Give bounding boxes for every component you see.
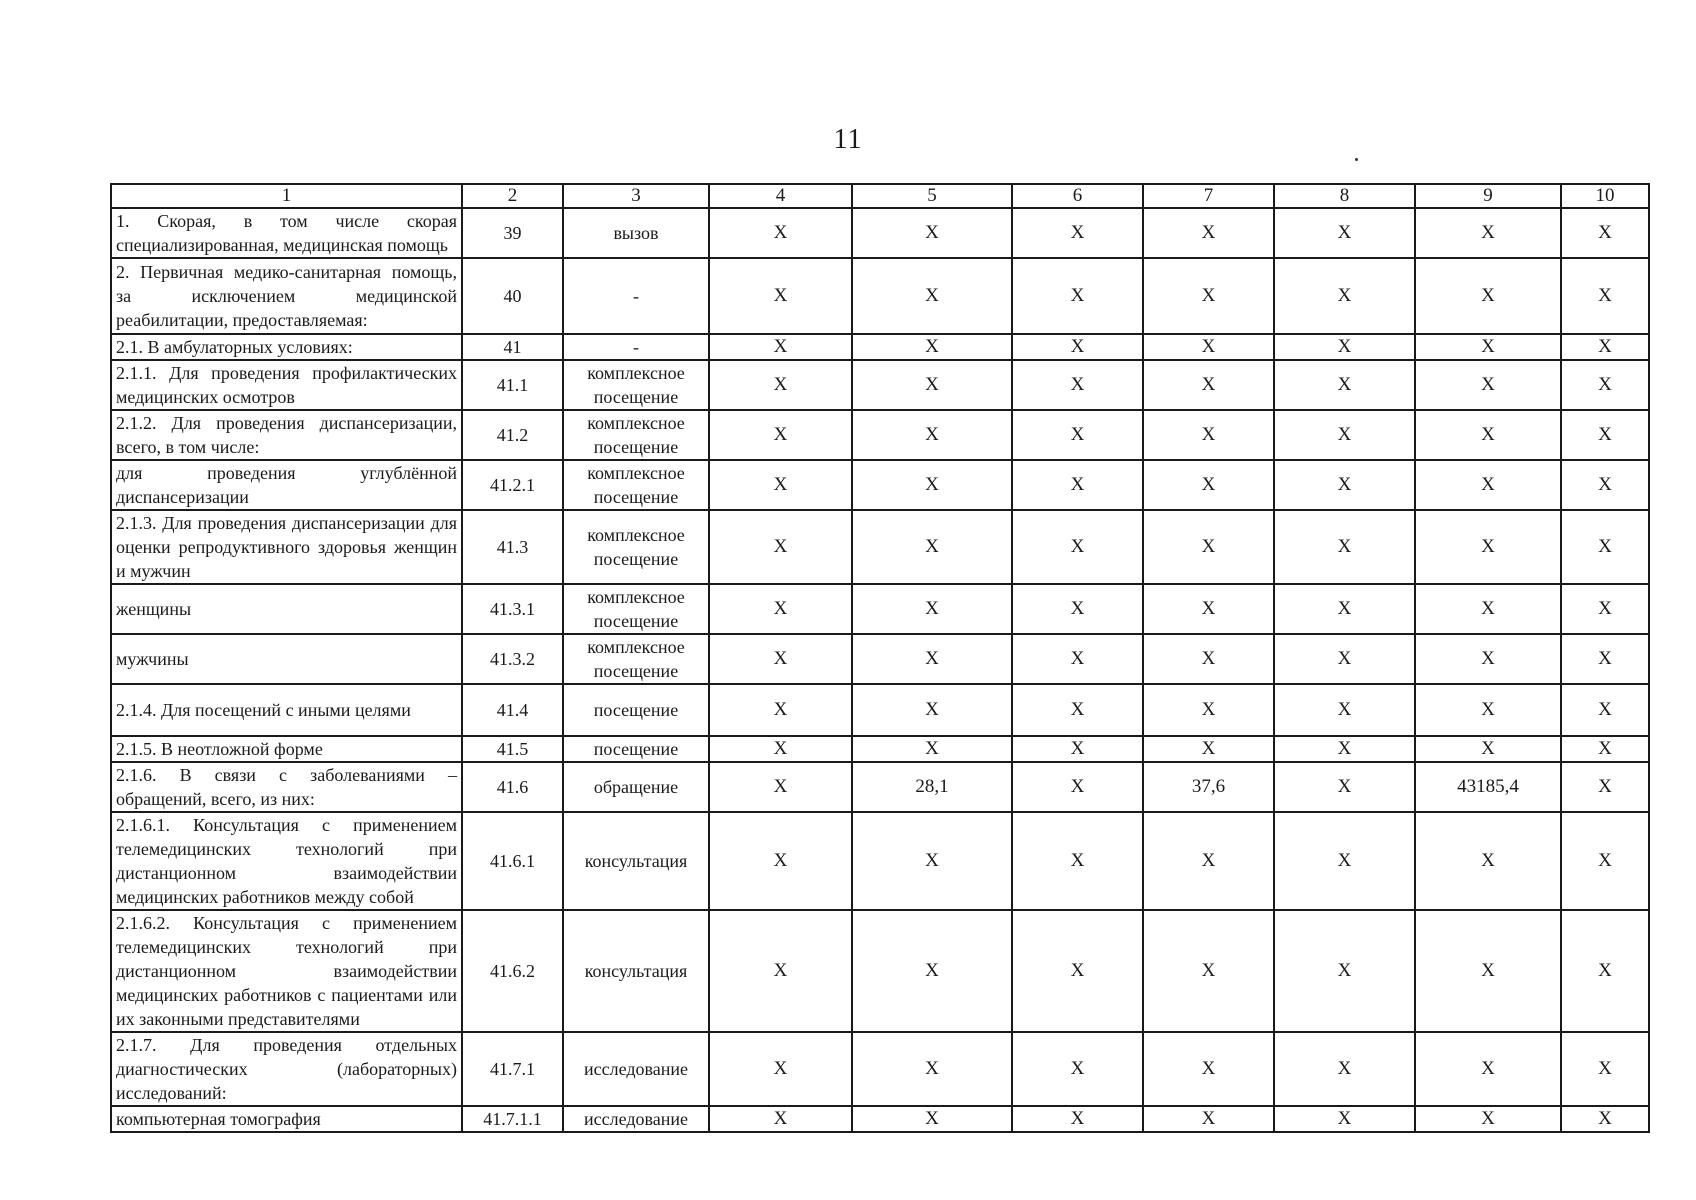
- table-row: [111, 360, 1649, 410]
- row-unit-cell: комплексное посещение: [563, 360, 709, 410]
- row-unit-cell: -: [563, 334, 709, 360]
- row-code-cell: 39: [462, 208, 563, 258]
- row-value-cell: X: [709, 410, 852, 460]
- col-header: 1: [111, 184, 462, 208]
- table-row: [111, 736, 1649, 762]
- table-row: [111, 910, 1649, 1032]
- row-value-cell: X: [1561, 634, 1649, 684]
- row-value-cell: X: [1143, 736, 1274, 762]
- row-value-cell: X: [1274, 584, 1415, 634]
- row-value-cell: X: [852, 460, 1012, 510]
- row-value-cell: X: [1415, 736, 1561, 762]
- row-code-cell: 41.3: [462, 510, 563, 584]
- row-value-cell: X: [1143, 1032, 1274, 1106]
- row-value-cell: X: [709, 736, 852, 762]
- row-unit-cell: посещение: [563, 736, 709, 762]
- row-value-cell: X: [1274, 460, 1415, 510]
- row-value-cell: X: [1274, 258, 1415, 334]
- row-value-cell: X: [1012, 812, 1143, 910]
- row-code-cell: 41.6.2: [462, 910, 563, 1032]
- row-code-cell: 41.4: [462, 684, 563, 736]
- row-value-cell: X: [852, 258, 1012, 334]
- row-value-cell: X: [1415, 634, 1561, 684]
- row-code-cell: 41.5: [462, 736, 563, 762]
- row-value-cell: X: [1012, 334, 1143, 360]
- row-value-cell: X: [1561, 460, 1649, 510]
- row-unit-cell: исследование: [563, 1032, 709, 1106]
- row-value-cell: X: [1274, 762, 1415, 812]
- col-header: 3: [563, 184, 709, 208]
- row-value-cell: X: [1561, 410, 1649, 460]
- row-value-cell: X: [1143, 910, 1274, 1032]
- row-value-cell: X: [1561, 208, 1649, 258]
- row-value-cell: X: [852, 634, 1012, 684]
- row-value-cell: X: [1012, 736, 1143, 762]
- row-value-cell: X: [1012, 634, 1143, 684]
- row-value-cell: X: [1143, 584, 1274, 634]
- row-unit-cell: комплексное посещение: [563, 510, 709, 584]
- row-value-cell: X: [1415, 510, 1561, 584]
- table-row: [111, 460, 1649, 510]
- row-value-cell: X: [1012, 208, 1143, 258]
- row-value-cell: X: [1561, 510, 1649, 584]
- row-name-cell: компьютерная томография: [111, 1106, 462, 1132]
- row-value-cell: X: [852, 584, 1012, 634]
- row-value-cell: X: [1561, 684, 1649, 736]
- row-value-cell: X: [1012, 460, 1143, 510]
- row-unit-cell: консультация: [563, 812, 709, 910]
- row-name-cell: мужчины: [111, 634, 462, 684]
- row-value-cell: X: [852, 360, 1012, 410]
- row-value-cell: X: [1143, 334, 1274, 360]
- row-value-cell: X: [1012, 910, 1143, 1032]
- row-value-cell: X: [852, 208, 1012, 258]
- row-value-cell: X: [1143, 1106, 1274, 1132]
- col-header: 7: [1143, 184, 1274, 208]
- row-value-cell: X: [1561, 910, 1649, 1032]
- row-code-cell: 40: [462, 258, 563, 334]
- row-value-cell: X: [709, 1106, 852, 1132]
- scan-speck: [1355, 158, 1358, 161]
- table-row: [111, 634, 1649, 684]
- row-value-cell: X: [709, 584, 852, 634]
- row-unit-cell: комплексное посещение: [563, 460, 709, 510]
- row-value-cell: X: [1415, 584, 1561, 634]
- row-code-cell: 41.2: [462, 410, 563, 460]
- row-name-cell: 2.1.5. В неотложной форме: [111, 736, 462, 762]
- row-value-cell: X: [1274, 634, 1415, 684]
- row-name-cell: 2.1.6.1. Консультация с применением телемедицинских технологий при дистанционном взаимодействии медицинских работников между собой: [111, 812, 462, 910]
- row-value-cell: X: [1143, 208, 1274, 258]
- row-value-cell: X: [852, 812, 1012, 910]
- row-value-cell: X: [1415, 460, 1561, 510]
- row-value-cell: X: [1143, 258, 1274, 334]
- col-header: 8: [1274, 184, 1415, 208]
- row-name-cell: для проведения углублённой диспансеризации: [111, 460, 462, 510]
- row-unit-cell: исследование: [563, 1106, 709, 1132]
- row-value-cell: X: [852, 1032, 1012, 1106]
- col-header: 2: [462, 184, 563, 208]
- row-unit-cell: комплексное посещение: [563, 634, 709, 684]
- row-value-cell: X: [852, 684, 1012, 736]
- row-value-cell: 28,1: [852, 762, 1012, 812]
- row-value-cell: X: [1012, 684, 1143, 736]
- row-code-cell: 41.6: [462, 762, 563, 812]
- row-value-cell: X: [1415, 684, 1561, 736]
- table-row: [111, 258, 1649, 334]
- row-value-cell: X: [1012, 762, 1143, 812]
- row-name-cell: 2.1.6.2. Консультация с применением телемедицинских технологий при дистанционном взаимодействии медицинских работников с пациентами или их законными представителями: [111, 910, 462, 1032]
- row-value-cell: X: [1143, 684, 1274, 736]
- row-value-cell: X: [709, 510, 852, 584]
- row-value-cell: X: [1274, 208, 1415, 258]
- row-value-cell: X: [1143, 460, 1274, 510]
- row-unit-cell: консультация: [563, 910, 709, 1032]
- row-value-cell: X: [1415, 334, 1561, 360]
- table-row: [111, 762, 1649, 812]
- row-value-cell: X: [852, 334, 1012, 360]
- table-row: [111, 510, 1649, 584]
- row-code-cell: 41.3.2: [462, 634, 563, 684]
- row-value-cell: X: [1415, 208, 1561, 258]
- row-unit-cell: вызов: [563, 208, 709, 258]
- row-value-cell: X: [1561, 584, 1649, 634]
- row-unit-cell: комплексное посещение: [563, 410, 709, 460]
- row-value-cell: X: [1143, 510, 1274, 584]
- row-value-cell: X: [1274, 334, 1415, 360]
- row-value-cell: X: [1415, 410, 1561, 460]
- table-row: [111, 208, 1649, 258]
- row-value-cell: X: [1274, 812, 1415, 910]
- col-header: 5: [852, 184, 1012, 208]
- table-row: [111, 584, 1649, 634]
- row-value-cell: X: [1415, 360, 1561, 410]
- row-value-cell: X: [1561, 360, 1649, 410]
- row-value-cell: X: [709, 334, 852, 360]
- row-value-cell: X: [1274, 360, 1415, 410]
- row-value-cell: X: [1415, 258, 1561, 334]
- row-value-cell: 37,6: [1143, 762, 1274, 812]
- table-row: [111, 1106, 1649, 1132]
- row-value-cell: X: [1561, 1032, 1649, 1106]
- row-name-cell: 2.1. В амбулаторных условиях:: [111, 334, 462, 360]
- row-value-cell: X: [709, 208, 852, 258]
- row-name-cell: 2.1.2. Для проведения диспансеризации, всего, в том числе:: [111, 410, 462, 460]
- col-header: 9: [1415, 184, 1561, 208]
- row-value-cell: X: [1561, 812, 1649, 910]
- row-value-cell: X: [1415, 1106, 1561, 1132]
- row-value-cell: X: [852, 736, 1012, 762]
- row-value-cell: X: [1143, 812, 1274, 910]
- row-value-cell: X: [709, 812, 852, 910]
- page-number: 11: [833, 124, 863, 155]
- row-value-cell: X: [1415, 910, 1561, 1032]
- row-value-cell: X: [1012, 1106, 1143, 1132]
- row-value-cell: X: [1415, 1032, 1561, 1106]
- table-row: [111, 812, 1649, 910]
- row-value-cell: X: [852, 410, 1012, 460]
- row-value-cell: X: [1143, 410, 1274, 460]
- row-value-cell: X: [709, 258, 852, 334]
- row-code-cell: 41: [462, 334, 563, 360]
- col-header: 4: [709, 184, 852, 208]
- row-value-cell: X: [1012, 258, 1143, 334]
- row-name-cell: 2.1.7. Для проведения отдельных диагностических (лабораторных) исследований:: [111, 1032, 462, 1106]
- row-value-cell: X: [852, 1106, 1012, 1132]
- row-value-cell: X: [1561, 1106, 1649, 1132]
- row-value-cell: X: [1274, 1032, 1415, 1106]
- row-value-cell: X: [1274, 736, 1415, 762]
- row-name-cell: женщины: [111, 584, 462, 634]
- row-name-cell: 2.1.6. В связи с заболеваниями – обращений, всего, из них:: [111, 762, 462, 812]
- row-value-cell: X: [709, 634, 852, 684]
- row-value-cell: X: [1415, 812, 1561, 910]
- data-table: [110, 183, 1650, 1133]
- col-header: 6: [1012, 184, 1143, 208]
- row-code-cell: 41.6.1: [462, 812, 563, 910]
- row-name-cell: 2.1.1. Для проведения профилактических медицинских осмотров: [111, 360, 462, 410]
- row-value-cell: X: [1012, 410, 1143, 460]
- row-name-cell: 2.1.4. Для посещений с иными целями: [111, 684, 462, 736]
- row-value-cell: X: [709, 762, 852, 812]
- row-code-cell: 41.7.1.1: [462, 1106, 563, 1132]
- row-value-cell: X: [1274, 1106, 1415, 1132]
- row-value-cell: X: [709, 910, 852, 1032]
- table-row: [111, 334, 1649, 360]
- row-code-cell: 41.7.1: [462, 1032, 563, 1106]
- row-unit-cell: обращение: [563, 762, 709, 812]
- table-row: [111, 1032, 1649, 1106]
- row-value-cell: X: [709, 460, 852, 510]
- row-value-cell: X: [1274, 684, 1415, 736]
- row-name-cell: 2.1.3. Для проведения диспансеризации для оценки репродуктивного здоровья женщин и мужчин: [111, 510, 462, 584]
- row-value-cell: X: [1274, 510, 1415, 584]
- row-code-cell: 41.2.1: [462, 460, 563, 510]
- table-row: [111, 684, 1649, 736]
- row-value-cell: X: [1012, 1032, 1143, 1106]
- row-code-cell: 41.1: [462, 360, 563, 410]
- row-value-cell: 43185,4: [1415, 762, 1561, 812]
- row-value-cell: X: [1012, 510, 1143, 584]
- row-value-cell: X: [1561, 736, 1649, 762]
- row-value-cell: X: [1143, 634, 1274, 684]
- row-value-cell: X: [852, 510, 1012, 584]
- row-value-cell: X: [709, 1032, 852, 1106]
- row-name-cell: 1. Скорая, в том числе скорая специализированная, медицинская помощь: [111, 208, 462, 258]
- row-unit-cell: посещение: [563, 684, 709, 736]
- table-row: [111, 410, 1649, 460]
- header-row: [111, 184, 1649, 208]
- row-value-cell: X: [709, 684, 852, 736]
- row-code-cell: 41.3.1: [462, 584, 563, 634]
- row-value-cell: X: [1012, 360, 1143, 410]
- col-header: 10: [1561, 184, 1649, 208]
- row-value-cell: X: [1561, 762, 1649, 812]
- row-value-cell: X: [1561, 334, 1649, 360]
- row-name-cell: 2. Первичная медико-санитарная помощь, за исключением медицинской реабилитации, предоставляемая:: [111, 258, 462, 334]
- row-value-cell: X: [1274, 410, 1415, 460]
- row-unit-cell: -: [563, 258, 709, 334]
- row-value-cell: X: [1561, 258, 1649, 334]
- row-value-cell: X: [1274, 910, 1415, 1032]
- row-value-cell: X: [709, 360, 852, 410]
- row-unit-cell: комплексное посещение: [563, 584, 709, 634]
- row-value-cell: X: [852, 910, 1012, 1032]
- row-value-cell: X: [1143, 360, 1274, 410]
- row-value-cell: X: [1012, 584, 1143, 634]
